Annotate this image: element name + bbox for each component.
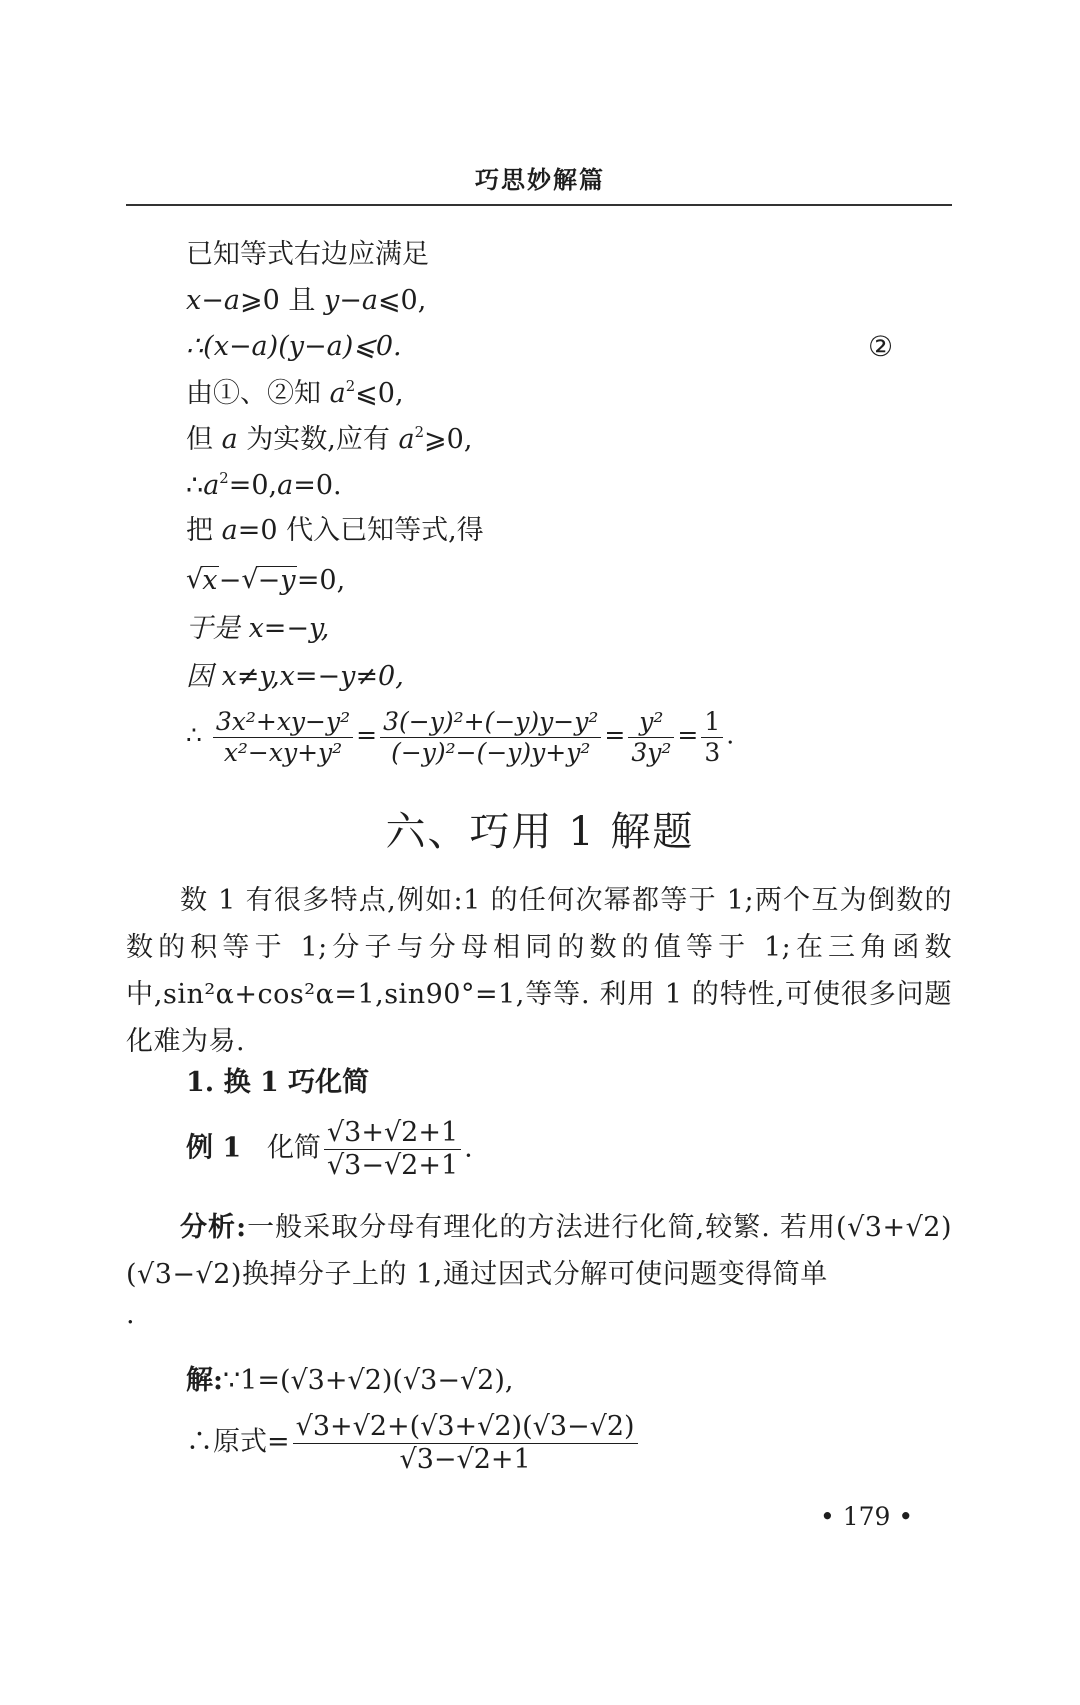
example-task: 化简 [266,1132,321,1164]
solution-line-2 [186,1412,641,1474]
text: =0 代入已知等式,得 [237,515,484,546]
text: ∴ [186,470,204,502]
period: . [464,1132,473,1164]
subsection-title: 1. 换 1 巧化简 [186,1067,370,1098]
section-title: 六、巧用 1 解题 [385,809,695,855]
proof-line-9: 于是 x=−y, [186,613,330,644]
text: =0, [228,470,278,502]
solution-text: ∵1=(√3+√2)(√3−√2), [222,1365,514,1396]
var-a: a [361,285,378,316]
fraction-4: $\frac{1}{3}$ [701,708,723,766]
solution-line-1 [186,1366,513,1396]
sqrt-neg-y: √ −y [241,566,296,596]
var-a: a [203,470,220,502]
analysis-tail: . [126,1299,135,1330]
fraction-2: $\frac{\text{3(−y)²+(−y)y−y²}}{\text{(−y)²−(−y)y+y²}}$ [380,708,601,766]
proof-line-8 [186,566,345,596]
var-y: y [323,285,340,316]
proof-line-6: $\therefore a^2=0,a=0$. [186,469,342,502]
text: ⩽0, [377,285,427,316]
analysis-text: 一般采取分母有理化的方法进行化简,较繁. 若用(√3+√2)(√3−√2)换掉分子上的 1,通过因式分解可使问题变得简单 [126,1212,953,1290]
therefore-symbol: ∴ [186,720,202,750]
minus: − [218,565,242,596]
text: =0. [293,470,342,502]
text: ⩽0, [355,378,404,410]
var-a: a [223,285,240,316]
equation-mark-2: ② [868,330,894,363]
text: =0, [296,565,346,596]
minus: − [201,285,224,316]
example-label: 例 1 [186,1132,242,1164]
running-header: 巧思妙解篇 [475,165,605,194]
period: . [726,720,735,750]
text: 但 [186,424,222,456]
text: 由①、②知 [186,378,330,410]
proof-line-4: 由①、②知 $a^2⩽0$, [186,377,404,410]
proof-line-7 [186,516,484,546]
solution-fraction: $\frac{√3+√2+(√3+√2)(√3-√2)}{√3-√2+1}$ [293,1412,638,1474]
proof-line-2 [186,286,426,316]
text: ⩾0, [424,424,473,456]
var-a: a [398,424,415,456]
text: 为实数,应有 [237,424,399,456]
header-rule [126,204,952,206]
equals: = [677,720,699,750]
minus: − [339,285,362,316]
solution-label: 解: [186,1365,223,1396]
analysis-paragraph [126,1204,952,1298]
equals: = [604,720,626,750]
text: ⩾0 且 [239,285,324,316]
equals: = [356,720,378,750]
example-1 [186,1118,473,1180]
example-fraction: $\frac{√3+√2+1}{√3-√2+1}$ [324,1118,461,1180]
page-number: • 179 • [820,1502,914,1531]
analysis-label: 分析: [180,1212,247,1243]
proof-line-5: 但 a 为实数,应有 $a^2⩾0$, [186,423,473,456]
var-a: a [221,424,238,456]
fraction-1: $\frac{\text{3x²+xy−y²}}{\text{x²−xy+y²}}$ [213,708,353,766]
fraction-3: $\frac{\text{y²}}{\text{3y²}}$ [628,708,674,766]
proof-line-10: 因 x≠y,x=−y≠0, [186,661,404,692]
intro-paragraph: 数 1 有很多特点,例如:1 的任何次幂都等于 1;两个互为倒数的数的积等于 1;分子与分母相同的数的值等于 1;在三角函数中,sin²α+cos²α=1,sin90°=1,等等. 利用 1 的特性,可使很多问题化难为易. [126,885,952,1057]
proof-line-1: 已知等式右边应满足 [186,239,429,270]
var-a: a [221,515,238,546]
var-x: x [186,285,202,316]
final-equation [186,708,734,766]
text: ∴原式= [186,1426,290,1458]
var-a: a [277,470,294,502]
var-a: a [329,378,346,410]
proof-line-3: ∴(x−a)(y−a)⩽0. [186,331,402,362]
text: 把 [186,515,222,546]
sqrt-x: √ x [186,566,219,596]
